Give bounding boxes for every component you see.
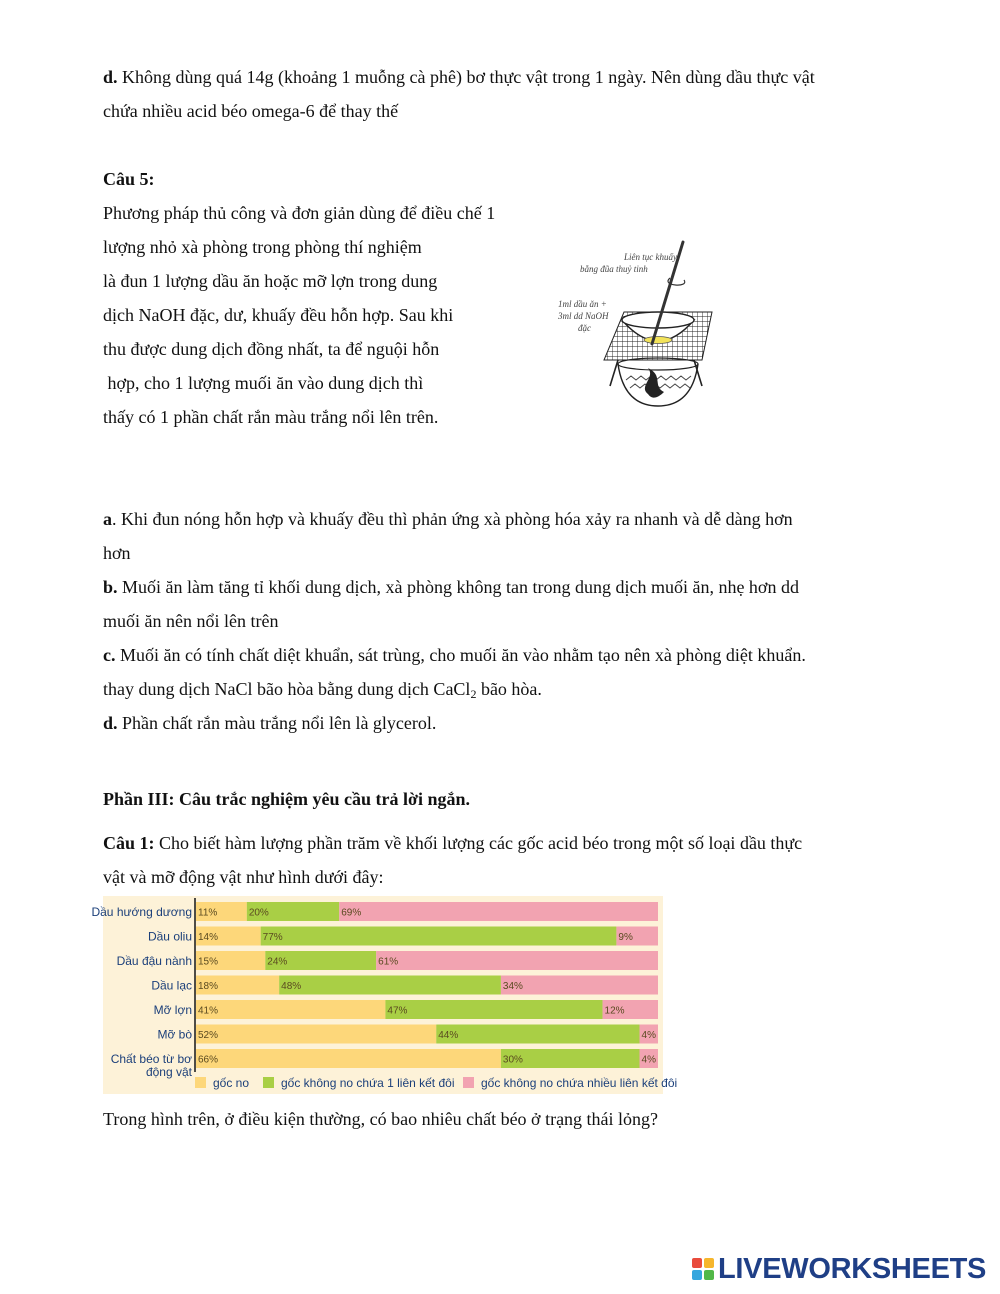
oil-mixture <box>644 337 672 344</box>
fatty-acid-chart <box>91 896 678 1094</box>
figure-label-stir-2: bằng đũa thuỷ tinh <box>580 264 648 274</box>
subscript: 2 <box>470 687 477 701</box>
figure-label-stir-1: Liên tục khuấy <box>624 252 677 262</box>
bar-value-label: 69% <box>341 907 362 919</box>
statement-c-text: Muối ăn có tính chất diệt khuẩn, sát trùng, cho muối ăn vào nhằm tạo nên xà phòng diệt khuẩn. <box>115 645 806 665</box>
bar-value-label: 18% <box>198 981 219 992</box>
statement-d-prev-prefix: d. <box>103 67 118 87</box>
bar-segment <box>261 927 617 946</box>
statement-c-line2-post: bão hòa. <box>476 679 542 699</box>
category-label: động vật <box>145 1065 192 1079</box>
bar-value-label: 20% <box>248 907 269 919</box>
part3-question1-line1 <box>103 826 802 860</box>
bar-value-label: 66% <box>198 1054 219 1066</box>
bar-segment <box>385 1000 602 1019</box>
part3-question1-line2: vật và mỡ động vật như hình dưới đây: <box>103 867 384 887</box>
bar-segment <box>279 976 501 995</box>
statement-b-line1 <box>103 570 799 604</box>
category-label: Dầu đậu nành <box>116 954 192 968</box>
category-label: Dầu oliu <box>147 929 192 944</box>
category-label: Dầu hướng dương <box>91 905 192 919</box>
logo-text: LIVEWORKSHEETS <box>718 1252 987 1285</box>
question5-title: Câu 5: <box>103 169 155 189</box>
bar-segment <box>339 902 658 921</box>
bar-segment <box>501 976 658 995</box>
logo-mark-square <box>692 1270 702 1280</box>
legend-swatch <box>195 1077 206 1088</box>
statement-b-text: Muối ăn làm tăng tỉ khối dung dịch, xà phòng không tan trong dung dịch muối ăn, nhẹ hơn dd <box>117 577 799 597</box>
statement-a-text: . Khi đun nóng hỗn hợp và khuấy đều thì phản ứng xà phòng hóa xảy ra nhanh và dễ dàng hơn <box>112 509 793 529</box>
statement-c-line2 <box>103 672 542 706</box>
legend-label: gốc không no chứa 1 liên kết đôi <box>281 1076 455 1090</box>
question1-text: Cho biết hàm lượng phần trăm về khối lượng các gốc acid béo trong một số loại dầu thực <box>154 833 803 853</box>
bar-value-label: 4% <box>641 1054 656 1066</box>
logo-mark-square <box>704 1258 714 1268</box>
category-label: Mỡ lợn <box>153 1003 192 1017</box>
bar-value-label: 9% <box>618 932 633 943</box>
bar-value-label: 4% <box>641 1030 656 1041</box>
question5-intro-line: dịch NaOH đặc, dư, khuấy đều hỗn hợp. Sau khi <box>103 305 454 325</box>
statement-c-line2-pre: thay dung dịch NaCl bão hòa bằng dung dịch CaCl <box>103 679 471 699</box>
saponification-apparatus-figure <box>552 236 722 412</box>
bar-value-label: 41% <box>198 1005 219 1017</box>
figure-label-mix-2: 3ml dd NaOH <box>558 311 609 321</box>
legend-label: gốc không no chứa nhiều liên kết đôi <box>481 1076 678 1090</box>
statement-a-prefix: a <box>103 509 112 529</box>
legend-swatch <box>463 1077 474 1088</box>
question5-intro-line: thấy có 1 phần chất rắn màu trắng nổi lên trên. <box>103 407 439 427</box>
category-label: Dầu lạc <box>151 978 192 993</box>
bar-segment <box>436 1025 639 1044</box>
bar-value-label: 52% <box>198 1030 219 1041</box>
legend-label: gốc no <box>213 1076 250 1090</box>
figure-label-mix-3: đặc <box>578 323 591 333</box>
question1-prefix: Câu 1: <box>103 833 155 853</box>
liveworksheets-mark-icon <box>692 1258 714 1280</box>
statement-a-line2: hơn <box>103 543 131 563</box>
bar-segment <box>196 1049 501 1068</box>
flame-icon <box>645 368 664 398</box>
bar-value-label: 12% <box>604 1005 625 1017</box>
bar-value-label: 30% <box>502 1054 523 1066</box>
question5-intro-line: Phương pháp thủ công và đơn giản dùng để điều chế 1 <box>103 203 496 223</box>
bar-value-label: 14% <box>198 932 219 943</box>
question5-intro-line: hợp, cho 1 lượng muối ăn vào dung dịch thì <box>103 373 424 393</box>
statement-d-text: Phần chất rắn màu trắng nổi lên là glycerol. <box>117 713 437 733</box>
bar-value-label: 34% <box>502 981 523 992</box>
category-label: Mỡ bò <box>157 1027 192 1042</box>
bar-segment <box>196 1000 385 1019</box>
statement-a-line1 <box>103 502 793 536</box>
statement-c-prefix: c. <box>103 645 116 665</box>
statement-d-line1 <box>103 706 436 740</box>
statement-c-line1 <box>103 638 806 672</box>
part3-title: Phần III: Câu trắc nghiệm yêu cầu trả lời ngắn. <box>103 789 470 809</box>
logo-mark-square <box>704 1270 714 1280</box>
bar-value-label: 47% <box>387 1005 408 1017</box>
legend-swatch <box>263 1077 274 1088</box>
category-label: Chất béo từ bơ <box>110 1052 192 1066</box>
statement-d-prev-line2: chứa nhiều acid béo omega-6 để thay thế <box>103 101 399 121</box>
statement-d-prev-text: Không dùng quá 14g (khoảng 1 muỗng cà phê) bơ thực vật trong 1 ngày. Nên dùng dầu thực vật <box>117 67 815 87</box>
question1-prompt: Trong hình trên, ở điều kiện thường, có bao nhiêu chất béo ở trạng thái lỏng? <box>103 1109 659 1129</box>
bar-value-label: 24% <box>267 956 288 968</box>
bar-value-label: 48% <box>281 981 302 992</box>
bar-value-label: 61% <box>378 956 399 968</box>
figure-label-mix-1: 1ml dầu ăn + <box>558 299 607 309</box>
fatty-acid-chart-svg <box>91 896 678 1094</box>
statement-b-line2: muối ăn nên nổi lên trên <box>103 611 279 631</box>
statement-d-prev-line1 <box>103 60 815 94</box>
logo-mark-square <box>692 1258 702 1268</box>
bar-value-label: 15% <box>198 956 219 968</box>
question5-intro-line: là đun 1 lượng dầu ăn hoặc mỡ lợn trong dung <box>103 271 438 291</box>
question5-intro-line: lượng nhỏ xà phòng trong phòng thí nghiệm <box>103 237 422 257</box>
question5-intro-line: thu được dung dịch đồng nhất, ta để nguội hỗn <box>103 339 440 359</box>
bar-segment <box>196 1025 436 1044</box>
bar-value-label: 11% <box>198 907 218 919</box>
liveworksheets-logo <box>692 1252 986 1286</box>
bar-value-label: 44% <box>438 1030 459 1041</box>
statement-b-prefix: b. <box>103 577 118 597</box>
statement-d-prefix: d. <box>103 713 118 733</box>
bar-segment <box>376 951 658 970</box>
bar-value-label: 77% <box>262 932 283 943</box>
